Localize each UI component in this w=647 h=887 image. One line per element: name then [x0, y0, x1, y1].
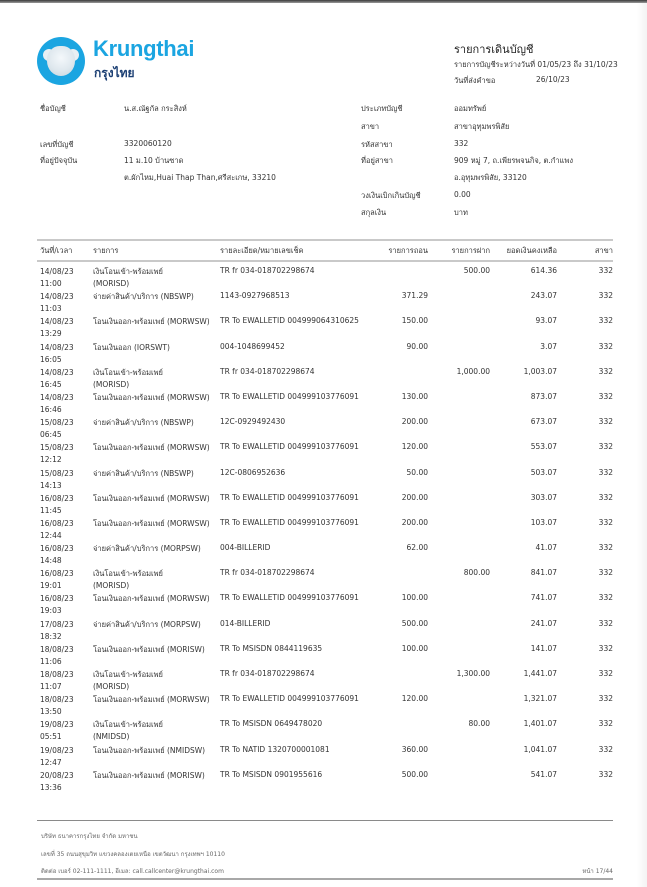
period-from: 01/05/23	[537, 60, 572, 69]
row-detail: TR To EWALLETID 004999103776091	[220, 442, 359, 452]
request-date-label: วันที่ส่งคำขอ	[454, 76, 496, 85]
col-header-withdrawal: รายการถอน	[388, 246, 428, 255]
row-balance: 1,441.07	[523, 669, 557, 678]
row-detail: TR fr 034-018702298674	[220, 568, 315, 578]
row-date: 18/08/23	[40, 670, 74, 679]
row-branch: 332	[598, 467, 613, 477]
row-balance: 103.07	[530, 517, 557, 527]
row-deposit: 800.00	[463, 568, 490, 578]
row-branch: 332	[598, 719, 613, 729]
row-withdrawal: 130.00	[401, 391, 428, 401]
row-balance: 673.07	[530, 417, 557, 427]
account-name: น.ส.ณัฐกัล กระสิงห์	[124, 104, 187, 113]
row-transaction-type: โอนเงินออก-พร้อมเพย์ (MORWSW)	[93, 443, 210, 453]
row-time: 18:32	[40, 631, 62, 641]
row-time: 16:45	[40, 379, 62, 389]
row-datetime	[40, 442, 74, 466]
row-transaction-type: เงินโอนเข้า-พร้อมเพย์	[93, 670, 163, 679]
row-date: 15/08/23	[40, 418, 74, 428]
row-datetime	[40, 342, 74, 366]
row-time: 12:12	[40, 455, 62, 465]
period-to: 31/10/23	[584, 60, 618, 69]
col-header-detail: รายละเอียด/หมายเลขเช็ค	[220, 246, 304, 255]
row-detail: TR To MSISDN 0901955616	[220, 769, 323, 779]
row-date: 18/08/23	[40, 695, 74, 705]
row-balance: 141.07	[530, 643, 557, 653]
branch-code-label: รหัสสาขา	[361, 140, 393, 149]
table-row	[0, 440, 647, 465]
row-transaction	[93, 745, 205, 757]
brand-name-en: Krungthai	[93, 36, 195, 61]
row-date: 18/08/23	[40, 644, 74, 654]
row-time: 19:03	[40, 606, 62, 616]
row-branch: 332	[598, 669, 613, 678]
table-row	[0, 591, 647, 616]
row-branch: 332	[598, 366, 613, 376]
table-row	[0, 717, 647, 742]
row-date: 20/08/23	[40, 770, 74, 780]
currency-value: บาท	[454, 208, 468, 217]
row-date: 19/08/23	[40, 720, 74, 730]
row-branch: 332	[598, 316, 613, 326]
row-detail: TR To MSISDN 0844119635	[220, 643, 323, 653]
row-time: 19:01	[40, 581, 62, 591]
request-date: 26/10/23	[536, 75, 570, 84]
row-branch: 332	[598, 769, 613, 779]
row-date: 16/08/23	[40, 518, 74, 528]
row-withdrawal: 120.00	[401, 694, 428, 704]
row-transaction	[93, 568, 163, 592]
overdraft-label: วงเงินเบิกเกินบัญชี	[361, 191, 421, 200]
table-row	[0, 390, 647, 415]
logo-garuda-face	[47, 46, 75, 76]
account-number: 3320060120	[124, 139, 172, 148]
brand-name-th: กรุงไทย	[94, 66, 135, 80]
statement-period	[454, 59, 618, 71]
branch-name: สาขาอุทุมพรพิสัย	[454, 122, 510, 131]
row-transaction	[93, 316, 210, 328]
account-type-label: ประเภทบัญชี	[361, 104, 403, 113]
branch-code: 332	[454, 139, 469, 148]
table-header-divider	[37, 260, 613, 262]
row-transaction-type: เงินโอนเข้า-พร้อมเพย์	[93, 569, 163, 579]
table-row	[0, 692, 647, 717]
row-datetime	[40, 468, 74, 492]
table-row	[0, 617, 647, 642]
row-date: 14/08/23	[40, 342, 74, 352]
row-transaction	[93, 266, 163, 290]
row-time: 16:05	[40, 354, 62, 364]
period-to-word: ถึง	[573, 60, 582, 69]
row-transaction-type: จ่ายค่าสินค้า/บริการ (MORPSW)	[93, 544, 201, 554]
table-row	[0, 768, 647, 793]
row-transaction	[93, 392, 210, 404]
period-label: รายการบัญชีระหว่างวันที่	[454, 60, 536, 69]
row-time: 12:44	[40, 530, 62, 540]
row-detail: 12C-0806952636	[220, 467, 286, 477]
row-transaction-type: โอนเงินออก (IORSWT)	[93, 342, 170, 352]
row-transaction-type: โอนเงินออก-พร้อมเพย์ (MORWSW)	[93, 695, 210, 705]
row-withdrawal: 150.00	[401, 316, 428, 326]
col-header-branch: สาขา	[594, 246, 613, 255]
table-row	[0, 743, 647, 768]
row-withdrawal: 120.00	[401, 442, 428, 452]
row-detail: 12C-0929492430	[220, 417, 286, 427]
row-transaction-code: (MORISD)	[93, 581, 130, 591]
row-balance: 503.07	[530, 467, 557, 477]
row-time: 16:46	[40, 404, 62, 414]
row-withdrawal: 371.29	[401, 291, 428, 301]
footer-contact: ติดต่อ เบอร์ 02-111-1111, อีเมล: call.callcenter@krungthai.com	[41, 868, 224, 875]
row-transaction-type: โอนเงินออก-พร้อมเพย์ (MORISW)	[93, 644, 205, 654]
row-withdrawal: 90.00	[406, 341, 428, 351]
table-row	[0, 314, 647, 339]
branch-address-line2: อ.อุทุมพรพิสัย, 33120	[454, 173, 527, 182]
row-detail: TR To NATID 1320700001081	[220, 744, 330, 754]
row-detail: TR To EWALLETID 004999103776091	[220, 391, 359, 401]
branch-label: สาขา	[361, 122, 380, 131]
row-transaction-type: โอนเงินออก-พร้อมเพย์ (MORWSW)	[93, 518, 210, 528]
row-deposit: 1,000.00	[456, 366, 490, 376]
row-datetime	[40, 593, 74, 617]
row-transaction	[93, 593, 210, 605]
row-withdrawal: 200.00	[401, 492, 428, 502]
col-header-balance: ยอดเงินคงเหลือ	[506, 246, 557, 255]
row-withdrawal: 62.00	[406, 543, 428, 553]
footer-company: บริษัท ธนาคารกรุงไทย จำกัด มหาชน	[41, 833, 138, 840]
row-transaction	[93, 493, 210, 505]
row-withdrawal: 100.00	[401, 593, 428, 603]
row-branch: 332	[598, 341, 613, 351]
row-datetime	[40, 745, 74, 769]
row-balance: 3.07	[540, 341, 557, 351]
row-balance: 1,401.07	[523, 719, 557, 729]
row-time: 11:00	[40, 279, 62, 288]
row-time: 12:47	[40, 757, 62, 767]
row-branch: 332	[598, 266, 613, 275]
row-branch: 332	[598, 593, 613, 603]
row-transaction	[93, 367, 163, 391]
row-balance: 1,041.07	[523, 744, 557, 754]
row-balance: 541.07	[530, 769, 557, 779]
row-transaction	[93, 644, 205, 656]
row-detail: TR To EWALLETID 004999103776091	[220, 593, 359, 603]
row-transaction-type: จ่ายค่าสินค้า/บริการ (NBSWP)	[93, 468, 194, 478]
row-date: 19/08/23	[40, 745, 74, 755]
row-balance: 873.07	[530, 391, 557, 401]
row-datetime	[40, 543, 74, 567]
row-balance: 243.07	[530, 291, 557, 301]
row-transaction	[93, 719, 163, 743]
row-datetime	[40, 291, 74, 315]
row-branch: 332	[598, 442, 613, 452]
page-number: หน้า 17/44	[582, 868, 613, 875]
window-top-edge	[0, 0, 647, 3]
row-balance: 1,321.07	[523, 694, 557, 704]
row-transaction-type: เงินโอนเข้า-พร้อมเพย์	[93, 720, 163, 730]
row-branch: 332	[598, 643, 613, 653]
row-transaction	[93, 468, 194, 480]
table-row	[0, 491, 647, 516]
row-balance: 93.07	[535, 316, 557, 326]
footer-address: เลขที่ 35 ถนนสุขุมวิท แขวงคลองเตยเหนือ เขตวัฒนา กรุงเทพฯ 10110	[41, 851, 225, 858]
row-withdrawal: 200.00	[401, 517, 428, 527]
row-balance: 1,003.07	[523, 366, 557, 376]
row-datetime	[40, 392, 74, 416]
table-row	[0, 365, 647, 390]
row-branch: 332	[598, 568, 613, 578]
row-time: 13:29	[40, 329, 62, 339]
account-type: ออมทรัพย์	[454, 104, 487, 113]
address-line1: 11 ม.10 บ้านซาด	[124, 156, 184, 165]
row-detail: TR fr 034-018702298674	[220, 366, 315, 376]
krungthai-logo-icon	[37, 37, 85, 85]
row-date: 16/08/23	[40, 544, 74, 554]
row-transaction-code: (MORISD)	[93, 682, 130, 691]
row-detail: TR To MSISDN 0649478020	[220, 719, 323, 729]
row-transaction-type: โอนเงินออก-พร้อมเพย์ (MORWSW)	[93, 317, 210, 327]
row-datetime	[40, 367, 74, 391]
branch-address-label: ที่อยู่สาขา	[361, 156, 393, 165]
row-branch: 332	[598, 517, 613, 527]
row-date: 17/08/23	[40, 619, 74, 629]
row-datetime	[40, 694, 74, 718]
address-label: ที่อยู่ปัจจุบัน	[40, 156, 78, 165]
row-transaction-type: โอนเงินออก-พร้อมเพย์ (NMIDSW)	[93, 745, 206, 755]
row-date: 14/08/23	[40, 292, 74, 302]
row-time: 11:03	[40, 304, 62, 314]
row-datetime	[40, 619, 74, 643]
row-detail: TR To EWALLETID 004999103776091	[220, 492, 359, 502]
table-row	[0, 466, 647, 491]
footer-bottom-divider	[37, 878, 613, 880]
row-time: 14:48	[40, 556, 62, 566]
row-branch: 332	[598, 694, 613, 704]
row-transaction-type: เงินโอนเข้า-พร้อมเพย์	[93, 367, 163, 377]
table-row	[0, 566, 647, 591]
row-branch: 332	[598, 291, 613, 301]
row-date: 14/08/23	[40, 367, 74, 377]
row-transaction-type: โอนเงินออก-พร้อมเพย์ (MORISW)	[93, 770, 205, 780]
row-detail: 004-1048699452	[220, 341, 285, 351]
row-transaction	[93, 770, 205, 782]
row-datetime	[40, 518, 74, 542]
row-transaction	[93, 669, 163, 693]
row-balance: 614.36	[530, 266, 557, 275]
row-time: 06:45	[40, 430, 62, 440]
row-date: 15/08/23	[40, 443, 74, 453]
row-datetime	[40, 669, 74, 693]
row-transaction-type: จ่ายค่าสินค้า/บริการ (NBSWP)	[93, 418, 194, 428]
row-transaction-code: (MORISD)	[93, 379, 130, 389]
row-datetime	[40, 644, 74, 668]
row-transaction	[93, 442, 210, 454]
row-withdrawal: 500.00	[401, 618, 428, 628]
col-header-deposit: รายการฝาก	[451, 246, 490, 255]
row-transaction	[93, 342, 170, 354]
table-row	[0, 642, 647, 667]
row-transaction-type: โอนเงินออก-พร้อมเพย์ (MORWSW)	[93, 594, 210, 604]
footer-top-divider	[37, 820, 613, 821]
row-withdrawal: 200.00	[401, 417, 428, 427]
row-transaction-type: โอนเงินออก-พร้อมเพย์ (MORWSW)	[93, 493, 210, 503]
row-time: 11:45	[40, 505, 62, 515]
row-transaction-type: จ่ายค่าสินค้า/บริการ (NBSWP)	[93, 292, 194, 302]
row-datetime	[40, 770, 74, 794]
table-top-divider	[37, 239, 613, 241]
row-datetime	[40, 719, 74, 743]
row-date: 16/08/23	[40, 493, 74, 503]
row-detail: TR fr 034-018702298674	[220, 266, 315, 275]
row-transaction-type: จ่ายค่าสินค้า/บริการ (MORPSW)	[93, 619, 201, 629]
row-time: 11:06	[40, 656, 62, 666]
row-balance: 841.07	[530, 568, 557, 578]
row-date: 14/08/23	[40, 317, 74, 327]
row-date: 16/08/23	[40, 594, 74, 604]
row-withdrawal: 50.00	[406, 467, 428, 477]
table-row	[0, 264, 647, 289]
row-transaction	[93, 518, 210, 530]
row-transaction	[93, 417, 194, 429]
row-transaction-code: (MORISD)	[93, 279, 130, 288]
row-time: 13:36	[40, 782, 62, 792]
row-time: 13:50	[40, 707, 62, 717]
row-date: 14/08/23	[40, 392, 74, 402]
row-deposit: 500.00	[463, 266, 490, 275]
transaction-list	[0, 264, 647, 793]
row-detail: TR To EWALLETID 004999103776091	[220, 694, 359, 704]
row-branch: 332	[598, 391, 613, 401]
table-row	[0, 541, 647, 566]
row-deposit: 80.00	[468, 719, 490, 729]
row-balance: 41.07	[535, 543, 557, 553]
row-detail: TR To EWALLETID 004999064310625	[220, 316, 359, 326]
table-row	[0, 289, 647, 314]
branch-address-line1: 909 หมู่ 7, ถ.เพียรพจนกิจ, ต.กำแพง	[454, 156, 573, 165]
row-balance: 241.07	[530, 618, 557, 628]
table-row	[0, 667, 647, 692]
row-detail: 1143-0927968513	[220, 291, 290, 301]
table-row	[0, 340, 647, 365]
account-name-label: ชื่อบัญชี	[40, 104, 66, 113]
row-transaction	[93, 619, 201, 631]
row-date: 14/08/23	[40, 267, 74, 276]
row-transaction-type: เงินโอนเข้า-พร้อมเพย์	[93, 267, 163, 276]
table-row	[0, 415, 647, 440]
row-time: 05:51	[40, 732, 62, 742]
table-row	[0, 516, 647, 541]
overdraft-value: 0.00	[454, 190, 471, 199]
row-balance: 553.07	[530, 442, 557, 452]
row-date: 16/08/23	[40, 569, 74, 579]
row-transaction	[93, 543, 201, 555]
row-detail: TR To EWALLETID 004999103776091	[220, 517, 359, 527]
row-time: 11:07	[40, 682, 62, 691]
row-detail: TR fr 034-018702298674	[220, 669, 315, 678]
row-withdrawal: 500.00	[401, 769, 428, 779]
row-transaction-type: โอนเงินออก-พร้อมเพย์ (MORWSW)	[93, 392, 210, 402]
statement-title: รายการเดินบัญชี	[454, 43, 534, 56]
col-header-datetime: วันที่/เวลา	[40, 246, 73, 255]
address-line2: ต.ผักไหม,Huai Thap Than,ศรีสะเกษ, 33210	[124, 173, 276, 182]
row-date: 15/08/23	[40, 468, 74, 478]
row-withdrawal: 360.00	[401, 744, 428, 754]
account-number-label: เลขที่บัญชี	[40, 140, 74, 149]
row-branch: 332	[598, 618, 613, 628]
row-transaction	[93, 694, 210, 706]
currency-label: สกุลเงิน	[361, 208, 387, 217]
col-header-transaction: รายการ	[93, 246, 119, 255]
row-datetime	[40, 316, 74, 340]
row-datetime	[40, 417, 74, 441]
row-transaction-code: (NMIDSD)	[93, 732, 130, 742]
row-datetime	[40, 568, 74, 592]
row-balance: 303.07	[530, 492, 557, 502]
row-branch: 332	[598, 417, 613, 427]
row-balance: 741.07	[530, 593, 557, 603]
row-detail: 004-BILLERID	[220, 543, 271, 553]
row-branch: 332	[598, 492, 613, 502]
row-datetime	[40, 493, 74, 517]
row-time: 14:13	[40, 480, 62, 490]
row-withdrawal: 100.00	[401, 643, 428, 653]
row-detail: 014-BILLERID	[220, 618, 271, 628]
row-transaction	[93, 291, 194, 303]
row-branch: 332	[598, 543, 613, 553]
row-deposit: 1,300.00	[456, 669, 490, 678]
row-datetime	[40, 266, 74, 290]
row-branch: 332	[598, 744, 613, 754]
